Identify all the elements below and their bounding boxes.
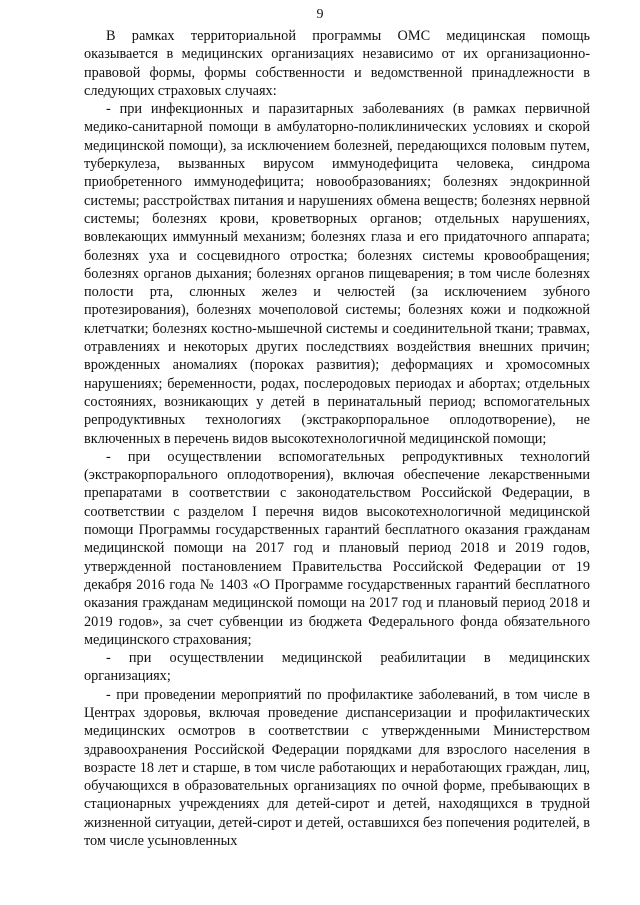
document-body xyxy=(84,27,590,850)
paragraph-prevention: - при проведении мероприятий по профилактике заболеваний, в том числе в Центрах здоровья, включая проведение диспансеризации и профилактических медицинских осмотров в соответствии с утвержденными Министерством здравоохранения Российской Федерации порядками для взрослого населения в возрасте 18 лет и старше, в том числе работающих и неработающих граждан, лиц, обучающихся в образовательных организациях по очной форме, пребывающих в стационарных учреждениях для детей-сирот и детей, находящихся в трудной жизненной ситуации, детей-сирот и детей, оставшихся без попечения родителей, в том числе усыновленных xyxy=(84,686,590,850)
paragraph-rehabilitation: - при осуществлении медицинской реабилитации в медицинских организациях; xyxy=(84,650,590,685)
page-number: 9 xyxy=(316,7,324,22)
paragraph-reproductive-technologies: - при осуществлении вспомогательных репродуктивных технологий (экстракорпорального оплодотворения), включая обеспечение лекарственными препаратами в соответствии с законодательством Российской Федерации, в соответствии с разделом I перечня видов высокотехнологичной медицинской помощи Программы государственных гарантий бесплатного оказания гражданам медицинской помощи на 2017 год и плановый период 2018 и 2019 годов, утвержденной постановлением Правительства Российской Федерации от 19 декабря 2016 года № 1403 «О Программе государственных гарантий бесплатного оказания гражданам медицинской помощи на 2017 год и плановый период 2018 и 2019 годов», за счет субвенции из бюджета Федерального фонда обязательного медицинского страхования; xyxy=(84,448,590,648)
paragraph-diseases-list: - при инфекционных и паразитарных заболеваниях (в рамках первичной медико-санитарной помощи в амбулаторно-поликлинических условиях и скорой медицинской помощи), за исключением болезней, передающихся половым путем, туберкулеза, вызванных вирусом иммунодефицита человека, синдрома приобретенного иммунодефицита; новообразованиях; болезнях эндокринной системы; расстройствах питания и нарушениях обмена веществ; болезнях нервной системы; болезнях крови, кроветворных органов; отдельных нарушениях, вовлекающих иммунный механизм; болезнях глаза и его придаточного аппарата; болезнях уха и сосцевидного отростка; болезнях системы кровообращения; болезнях органов дыхания; болезнях органов пищеварения; в том числе болезнях полости рта, слюнных желез и челюстей (за исключением зубного протезирования), болезнях мочеполовой системы; болезнях кожи и подкожной клетчатки; болезнях костно-мышечной системы и соединительной ткани; травмах, отравлениях и некоторых других последствиях воздействия внешних причин; врожденных аномалиях (пороках развития); деформациях и хромосомных нарушениях; беременности, родах, послеродовых периодах и абортах; отдельных состояниях, возникающих у детей в перинатальный период; вспомогательных репродуктивных технологиях (экстракорпоральное оплодотворение), не включенных в перечень видов высокотехнологичной медицинской помощи; xyxy=(84,101,590,447)
paragraph-intro: В рамках территориальной программы ОМС медицинская помощь оказывается в медицинских организациях независимо от их организационно-правовой формы, формы собственности и ведомственной принадлежности в следующих страховых случаях: xyxy=(84,28,590,99)
